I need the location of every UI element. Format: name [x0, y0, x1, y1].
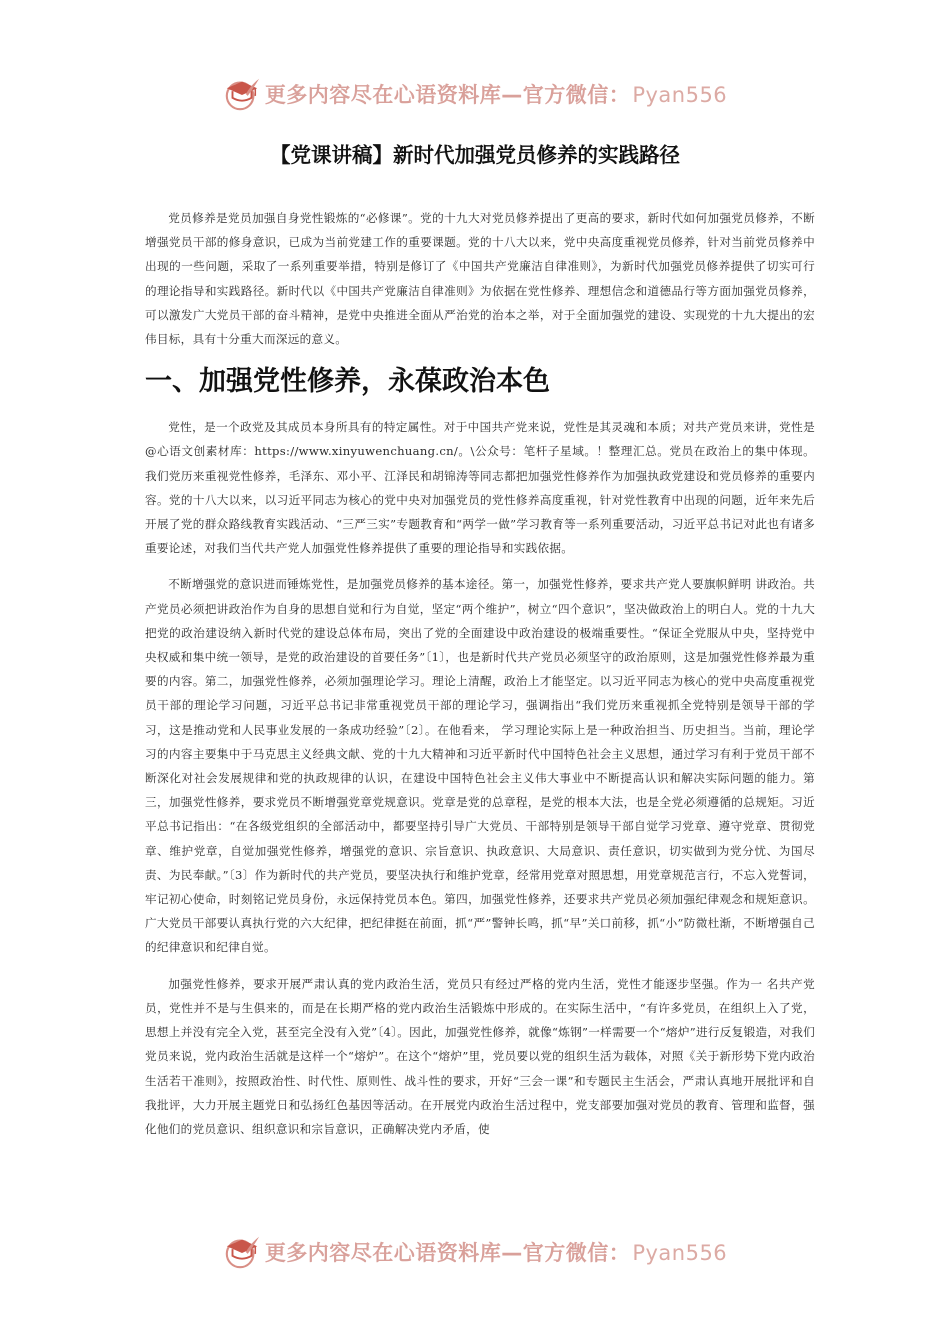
section-1-heading: 一、加强党性修养，永葆政治本色 — [145, 366, 550, 398]
banner-wechat-id: Pyan556 — [632, 1241, 728, 1265]
banner-text — [265, 79, 727, 109]
mortarboard-quill-logo-icon — [223, 1232, 261, 1272]
section-1-paragraph-2: 不断增强党的意识进而锤炼党性，是加强党员修养的基本途径。第一，加强党性修养，要求共产党人要旗帜鲜明 讲政治。共产党员必须把讲政治作为自身的思想自觉和行为自觉，坚定“两个维护”，树立“四个意识”，坚决做政治上的明白人。党的十九大把党的政治建设纳入新时代党的建设总体布局，突出了党的全面建设中政治建设的极端重要性。“保证全党服从中央，坚持党中央权威和集中统一领导，是党的政治建设的首要任务”〔1〕，也是新时代共产党员必须坚守的政治原则，这是加强党性修养最为重要的内容。第二，加强党性修养，必须加强理论学习。理论上清醒，政治上才能坚定。以习近平同志为核心的党中央高度重视党员干部的理论学习问题，习近平总书记非常重视党员干部的理论学习，强调指出“我们党历来重视抓全党特别是领导干部的学习，这是推动党和人民事业发展的一条成功经验”〔2〕。在他看来， 学习理论实际上是一种政治担当、历史担当。当前，理论学习的内容主要集中于马克思主义经典文献、党的十九大精神和习近平新时代中国特色社会主义思想，通过学习有利于党员干部不断深化对社会发展规律和党的执政规律的认识，在建设中国特色社会主义伟大事业中不断提高认识和解决实际问题的能力。第三，加强党性修养，要求党员不断增强党章党规意识。党章是党的总章程，是党的根本大法，也是全党必须遵循的总规矩。习近平总书记指出：“在各级党组织的全部活动中，都要坚持引导广大党员、干部特别是领导干部自觉学习党章、遵守党章、贯彻党章、维护党章，自觉加强党性修养，增强党的意识、宗旨意识、执政意识、大局意识、责任意识，切实做到为党分忧、为国尽责、为民奉献。”〔3〕作为新时代的共产党员，要坚决执行和维护党章，经常用党章对照思想，用党章规范言行，不忘入党誓词，牢记初心使命，时刻铭记党员身份，永远保持党员本色。第四，加强党性修养，还要求共产党员必须加强纪律观念和规矩意识。广大党员干部要认真执行党的六大纪律，把纪律挺在前面，抓“严”警钟长鸣，抓“早”关口前移，抓“小”防微杜渐，不断增强自己的纪律意识和纪律自觉。 — [145, 577, 815, 955]
mortarboard-quill-logo-icon — [223, 74, 261, 114]
banner-slogan: 更多内容尽在心语资料库—官方微信： — [264, 1241, 631, 1265]
section-1-paragraph-1: 党性，是一个政党及其成员本身所具有的特定属性。对于中国共产党来说，党性是其灵魂和本质；对共产党员来讲，党性是@心语文创素材库：https://www.xinyuwenchuang.cn/。\公众号：笔杆子星域。！整理汇总。党员在政治上的集中体现。我们党历来重视党性修养，毛泽东、邓小平、江泽民和胡锦涛等同志都把加强党性修养作为加强执政党建设和党员修养的重要内容。党的十八大以来，以习近平同志为核心的党中央对加强党员的党性修养高度重视，针对党性教育中出现的问题，近年来先后开展了党的群众路线教育实践活动、“三严三实”专题教育和“两学一做”学习教育等一系列重要活动，习近平总书记对此也有诸多重要论述，对我们当代共产党人加强党性修养提供了重要的理论指导和实践依据。 — [145, 420, 815, 556]
section-1-paragraph-3: 加强党性修养，要求开展严肃认真的党内政治生活，党员只有经过严格的党内生活，党性才能逐步坚强。作为一 名共产党员，党性并不是与生俱来的，而是在长期严格的党内政治生活锻炼中形成的。在实际生活中，“有许多党员，在组织上入了党，思想上并没有完全入党，甚至完全没有入党”〔4〕。因此，加强党性修养，就像“炼钢”一样需要一个“熔炉”进行反复锻造，对我们党员来说，党内政治生活就是这样一个“熔炉”。在这个“熔炉”里，党员要以党的组织生活为载体，对照《关于新形势下党内政治生活若干准则》，按照政治性、时代性、原则性、战斗性的要求，开好“三会一课”和专题民主生活会，严肃认真地开展批评和自我批评，大力开展主题党日和弘扬红色基因等活动。在开展党内政治生活过程中，党支部要加强对党员的教育、管理和监督，强化他们的党员意识、组织意识和宗旨意识，正确解决党内矛盾，使 — [145, 976, 815, 1136]
banner-text — [265, 1237, 727, 1267]
banner-wechat-id: Pyan556 — [632, 83, 728, 107]
document-title: 【党课讲稿】新时代加强党员修养的实践路径 — [270, 143, 680, 167]
intro-paragraph: 党员修养是党员加强自身党性锻炼的“必修课”。党的十九大对党员修养提出了更高的要求，新时代如何加强党员修养，不断增强党员干部的修身意识，已成为当前党建工作的重要课题。党的十八大以来，党中央高度重视党员修养，针对当前党员修养中出现的一些问题，采取了一系列重要举措，特别是修订了《中国共产党廉洁自律准则》，为新时代加强党员修养提供了切实可行的理论指导和实践路径。新时代以《中国共产党廉洁自律准则》为依据在党性修养、理想信念和道德品行等方面加强党员修养，可以激发广大党员干部的奋斗精神，是党中央推进全面从严治党的治本之举，对于全面加强党的建设、实现党的十九大提出的宏伟目标，具有十分重大而深远的意义。 — [145, 211, 815, 347]
banner-slogan: 更多内容尽在心语资料库—官方微信： — [264, 83, 631, 107]
document-body — [145, 206, 815, 1153]
bottom-watermark-banner — [0, 1228, 950, 1276]
top-watermark-banner — [0, 70, 950, 118]
